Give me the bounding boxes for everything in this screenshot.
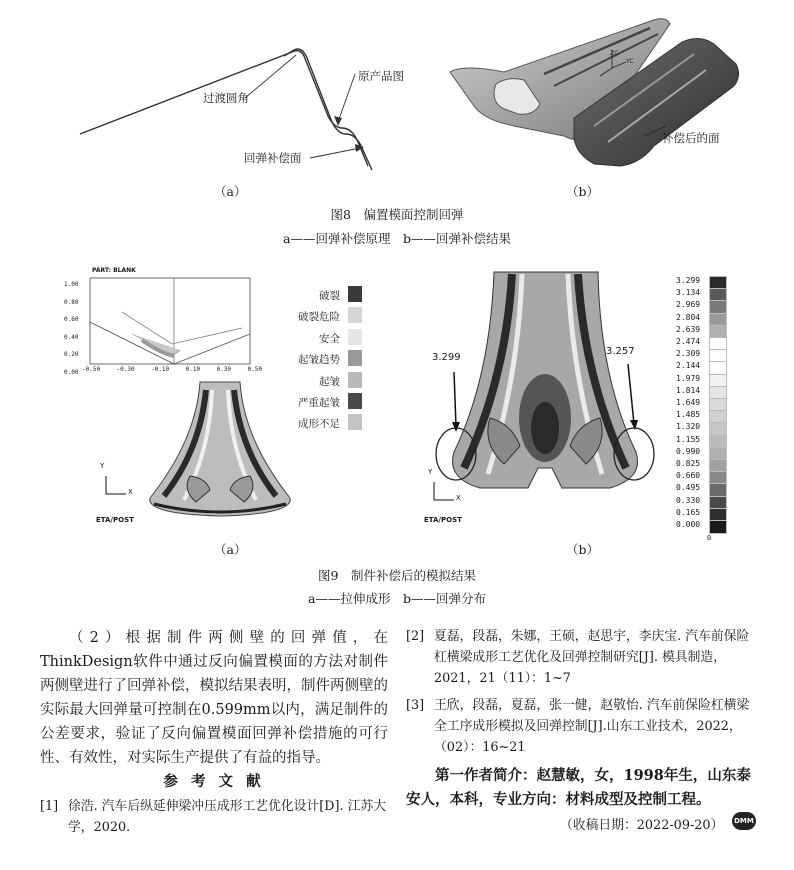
legend-item (300, 414, 362, 432)
references-heading: 参 考 文 献 (163, 773, 265, 790)
scale-value: 1.320 (676, 422, 701, 432)
legend-swatch (348, 393, 362, 409)
fld-graph-title: PART: BLANK (92, 267, 136, 274)
legend-label: 破裂 (319, 290, 340, 302)
fig8a-sublabel: （a） (214, 184, 247, 199)
legend-label: 成形不足 (298, 418, 340, 430)
fld-y-tick: 0.20 (64, 351, 79, 358)
fig9b-brand: ETA/POST (424, 516, 462, 524)
scale-row (676, 520, 738, 532)
callout-left-value: 3.299 (432, 352, 461, 363)
reference-number: [3] (406, 698, 425, 713)
scale-value: 2.474 (676, 337, 701, 346)
fld-x-tick: -0.50 (82, 366, 101, 373)
scale-row (676, 313, 738, 325)
scale-value: 2.639 (676, 324, 701, 334)
legend-swatch (348, 307, 362, 323)
legend-label: 严重起皱 (298, 397, 340, 409)
fld-legend (300, 286, 362, 436)
reference-text: 徐浩. 汽车后纵延伸梁冲压成形工艺优化设计[D]. 江苏大学，2020. (68, 799, 387, 835)
scale-row (676, 483, 738, 495)
scale-row (676, 398, 738, 410)
fig8-subcaption: a——回弹补偿原理 b——回弹补偿结果 (283, 231, 511, 246)
fld-y-ticks (64, 276, 78, 381)
scale-footer: 0 (707, 534, 712, 542)
scale-row (676, 374, 738, 386)
scale-value: 0.330 (676, 495, 701, 505)
fig9b-axis-x: X (456, 494, 461, 502)
legend-item (300, 372, 362, 390)
fld-x-tick: -0.30 (116, 366, 135, 373)
fig9a-part-render (140, 380, 300, 520)
scale-row (676, 325, 738, 337)
springback-scale (676, 276, 738, 536)
legend-item (300, 329, 362, 347)
reference-number: [2] (406, 629, 425, 644)
scale-value: 1.814 (676, 385, 701, 395)
reference-item (406, 695, 754, 758)
legend-swatch (348, 329, 362, 345)
scale-row (676, 471, 738, 483)
scale-value: 1.485 (676, 410, 701, 420)
scale-row (676, 459, 738, 471)
scale-value: 0.990 (676, 446, 701, 456)
scale-swatch (709, 520, 727, 534)
scale-value: 2.804 (676, 312, 701, 322)
reference-text: 王欣，段磊，夏磊，张一健，赵敬怡. 汽车前保险杠横梁全工序成形模拟及回弹控制[J].山东工业技术，2022，（02）：16~21 (434, 698, 750, 755)
fig9a-sublabel: （a） (214, 542, 247, 557)
fld-x-ticks (82, 366, 262, 373)
label-transition-fillet: 过渡圆角 (203, 91, 249, 105)
label-compensated-surface: 补偿后的面 (662, 131, 720, 145)
legend-label: 起皱趋势 (298, 354, 340, 366)
scale-value: 2.144 (676, 361, 701, 371)
author-bio: 第一作者简介：赵慧敏，女，1998年生，山东泰安人，本科，专业方向：材料成型及控制工程。 (406, 767, 751, 808)
scale-row (676, 337, 738, 349)
scale-row (676, 349, 738, 361)
scale-value: 1.649 (676, 398, 701, 407)
scale-value: 1.155 (676, 434, 701, 444)
legend-swatch (348, 372, 362, 388)
fig8b-sublabel: （b） (566, 184, 600, 199)
fig9b-axis-triad (428, 476, 468, 506)
fld-y-tick: 0.60 (64, 316, 79, 323)
scale-row (676, 435, 738, 447)
scale-row (676, 288, 738, 300)
fig9-subcaption: a——拉伸成形 b——回弹分布 (308, 591, 486, 606)
fig9-caption: 图9 制件补偿后的模拟结果 (318, 568, 476, 583)
scale-value: 3.299 (676, 276, 701, 285)
fld-x-tick: 0.30 (216, 366, 232, 373)
legend-item (300, 286, 362, 304)
scale-row (676, 410, 738, 422)
scale-value: 3.134 (676, 288, 701, 298)
fld-y-tick: 0.40 (64, 333, 79, 341)
journal-badge: DMM (732, 812, 756, 830)
scale-row (676, 496, 738, 508)
legend-item (300, 307, 362, 325)
reference-item (40, 796, 388, 838)
legend-swatch (348, 414, 362, 430)
legend-label: 破裂危险 (298, 311, 340, 323)
fig9b-part-render (430, 268, 660, 498)
legend-item (300, 393, 362, 411)
scale-value: 1.979 (676, 373, 701, 383)
fld-y-tick: 1.00 (64, 281, 79, 288)
reference-text: 夏磊，段磊，朱娜，王硕，赵思宇，李庆宝. 汽车前保险杠横梁成形工艺优化及回弹控制研究[J]. 模具制造，2021，21（11）：1~7 (434, 629, 750, 686)
fig9a-axis-triad (100, 470, 140, 500)
legend-item (300, 350, 362, 368)
scale-value: 0.660 (676, 471, 701, 481)
scale-value: 0.000 (676, 520, 701, 529)
fig9b-axis-y: Y (428, 468, 433, 476)
fld-y-tick: 0.00 (64, 368, 79, 376)
scale-row (676, 276, 738, 288)
fig9b-sublabel: （b） (566, 542, 600, 557)
legend-swatch (348, 350, 362, 366)
label-original-product: 原产品图 (358, 69, 404, 83)
axis-zc-label: ZC (610, 50, 619, 57)
scale-value: 2.309 (676, 349, 701, 359)
legend-swatch (348, 286, 362, 302)
fig8b-render (444, 14, 748, 182)
fld-y-tick: 0.80 (64, 298, 79, 306)
axis-yc-label: YC (626, 58, 634, 65)
scale-value: 0.825 (676, 459, 701, 468)
fld-x-tick: 0.50 (247, 366, 262, 373)
fig9a-axis-y: Y (100, 462, 105, 470)
body-paragraph: （2）根据制件两侧壁的回弹值，在ThinkDesign软件中通过反向偏置模面的方法对制件两侧壁进行了回弹补偿，模拟结果表明，制件两侧壁的实际最大回弹量可控制在0.599mm以内，满足制件的公差要求，验证了反向偏置模面回弹补偿措施的可行性、有效性，对实际生产提供了有益的指导。 (40, 630, 388, 766)
legend-label: 起皱 (319, 376, 340, 388)
fig9a-brand: ETA/POST (96, 516, 134, 524)
scale-value: 0.495 (676, 483, 701, 493)
scale-value: 2.969 (676, 300, 701, 310)
scale-row (676, 300, 738, 312)
fig9a-axis-x: X (128, 488, 133, 496)
scale-row (676, 447, 738, 459)
scale-row (676, 422, 738, 434)
scale-row (676, 386, 738, 398)
scale-row (676, 361, 738, 373)
callout-right-value: 3.257 (606, 346, 635, 357)
reference-number: [1] (40, 799, 59, 814)
fld-x-tick: 0.10 (185, 366, 201, 373)
reference-item (406, 626, 754, 689)
received-date: （收稿日期：2022-09-20） (560, 818, 724, 833)
label-springback-surface: 回弹补偿面 (244, 151, 302, 165)
fig8-caption: 图8 偏置模面控制回弹 (330, 207, 464, 222)
scale-value: 0.165 (676, 507, 701, 517)
scale-row (676, 508, 738, 520)
fld-x-tick: -0.10 (151, 366, 170, 373)
legend-label: 安全 (319, 333, 340, 345)
